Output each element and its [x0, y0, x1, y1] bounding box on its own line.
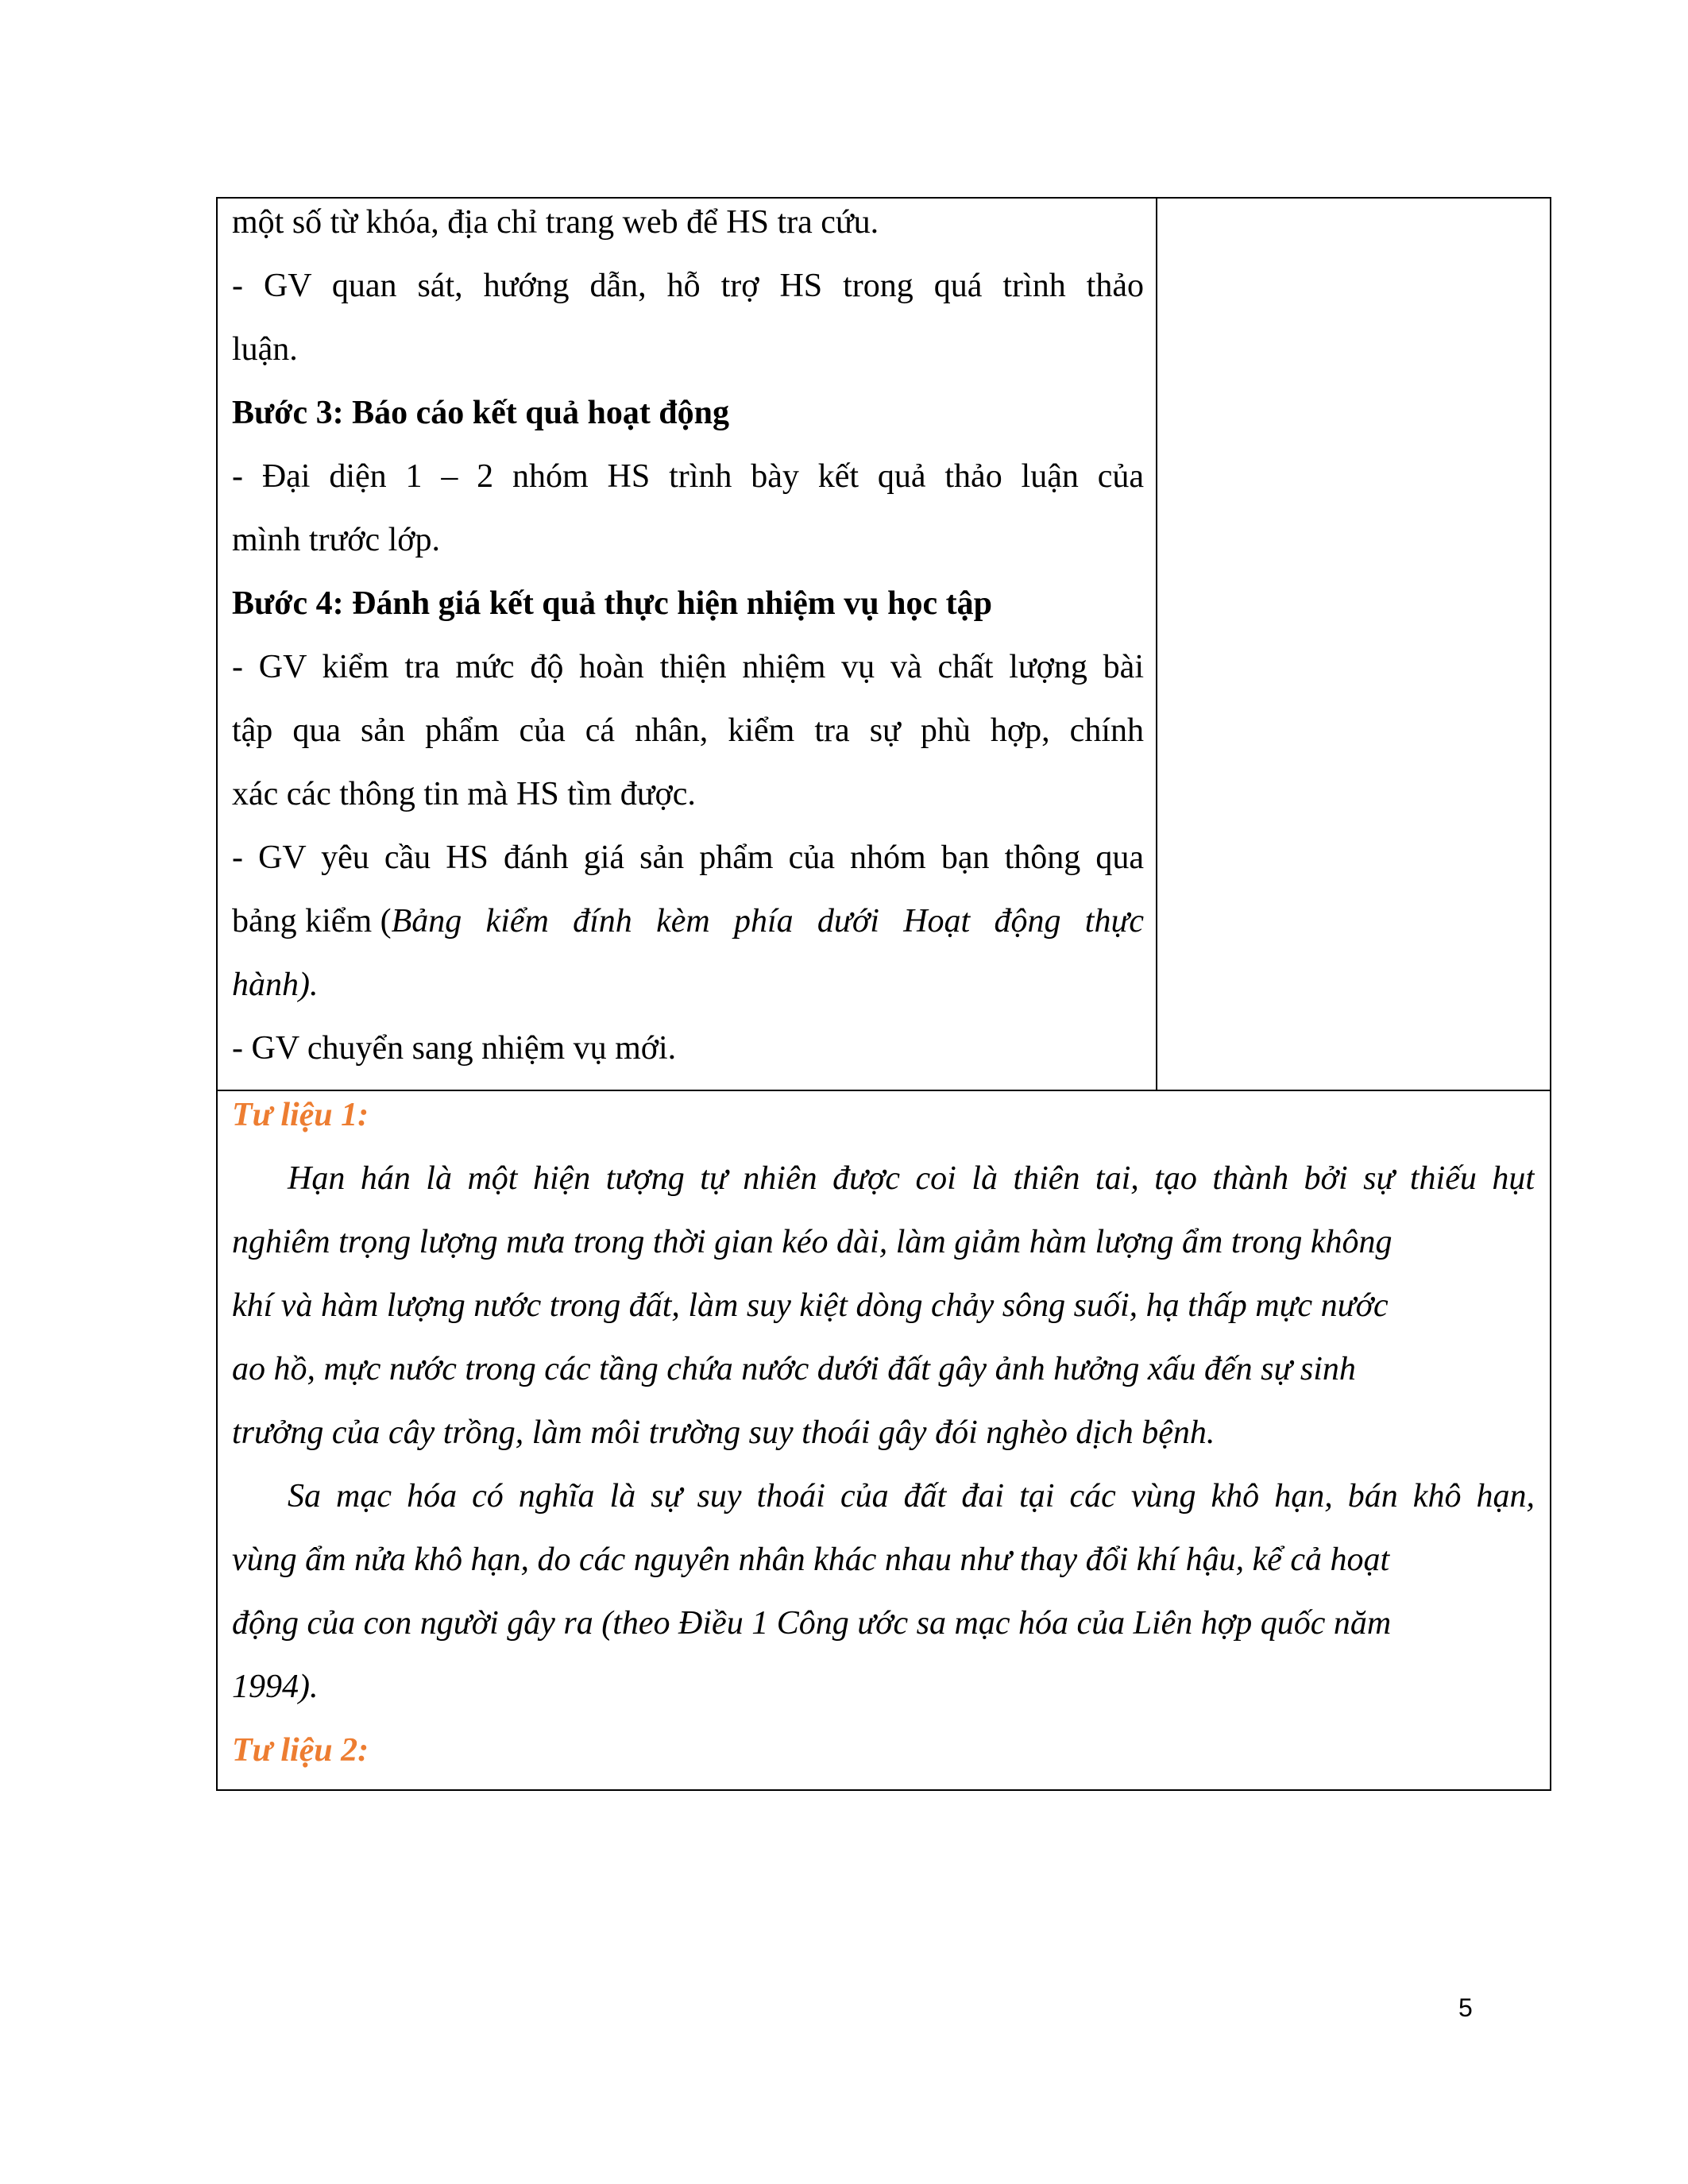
italic-note: Bảng kiểm đính kèm phía dưới Hoạt động thực [391, 903, 1144, 940]
document-1-heading: Tư liệu 1: [232, 1097, 369, 1133]
text-line: nghiêm trọng lượng mưa trong thời gian kéo dài, làm giảm hàm lượng ẩm trong không [232, 1224, 1393, 1260]
text-line: mình trước lớp. [232, 522, 440, 558]
text-line: - Đại diện 1 – 2 nhóm HS trình bày kết quả thảo luận của [232, 458, 1144, 495]
text-line: - GV yêu cầu HS đánh giá sản phẩm của nhóm bạn thông qua [232, 839, 1144, 876]
text-line: Sa mạc hóa có nghĩa là sự suy thoái của đất đai tại các vùng khô hạn, bán khô hạn, [288, 1478, 1535, 1515]
activity-cell [232, 191, 1144, 1080]
text-line: hành). [232, 967, 319, 1003]
document-cell [232, 1083, 1535, 1782]
text-line: động của con người gây ra (theo Điều 1 Công ước sa mạc hóa của Liên hợp quốc năm [232, 1605, 1392, 1642]
text-line [232, 889, 1144, 953]
step-4-heading: Bước 4: Đánh giá kết quả thực hiện nhiệm vụ học tập [232, 585, 992, 622]
text-line: - GV quan sát, hướng dẫn, hỗ trợ HS trong quá trình thảo [232, 268, 1144, 304]
text-line: - GV kiểm tra mức độ hoàn thiện nhiệm vụ và chất lượng bài [232, 649, 1144, 685]
step-3-heading: Bước 3: Báo cáo kết quả hoạt động [232, 395, 730, 431]
text-span: bảng kiểm ( [232, 903, 392, 940]
text-line: vùng ẩm nửa khô hạn, do các nguyên nhân khác nhau như thay đổi khí hậu, kể cả hoạt [232, 1542, 1390, 1578]
text-line: khí và hàm lượng nước trong đất, làm suy kiệt dòng chảy sông suối, hạ thấp mực nước [232, 1287, 1389, 1324]
column-divider [1156, 199, 1157, 1090]
text-line: Hạn hán là một hiện tượng tự nhiên được coi là thiên tai, tạo thành bởi sự thiếu hụt [288, 1160, 1535, 1197]
lesson-table [216, 197, 1551, 1791]
text-line: trưởng của cây trồng, làm môi trường suy thoái gây đói nghèo dịch bệnh. [232, 1414, 1215, 1451]
text-line: tập qua sản phẩm của cá nhân, kiểm tra sự phù hợp, chính [232, 712, 1144, 749]
page-number: 5 [1458, 1993, 1473, 2022]
text-line: một số từ khóa, địa chỉ trang web để HS tra cứu. [232, 204, 879, 241]
text-line: 1994). [232, 1669, 319, 1705]
text-line: ao hồ, mực nước trong các tầng chứa nước dưới đất gây ảnh hưởng xấu đến sự sinh [232, 1351, 1356, 1387]
document-2-heading: Tư liệu 2: [232, 1732, 369, 1769]
text-line: - GV chuyển sang nhiệm vụ mới. [232, 1030, 677, 1067]
text-line: xác các thông tin mà HS tìm được. [232, 776, 696, 812]
text-line: luận. [232, 331, 298, 368]
